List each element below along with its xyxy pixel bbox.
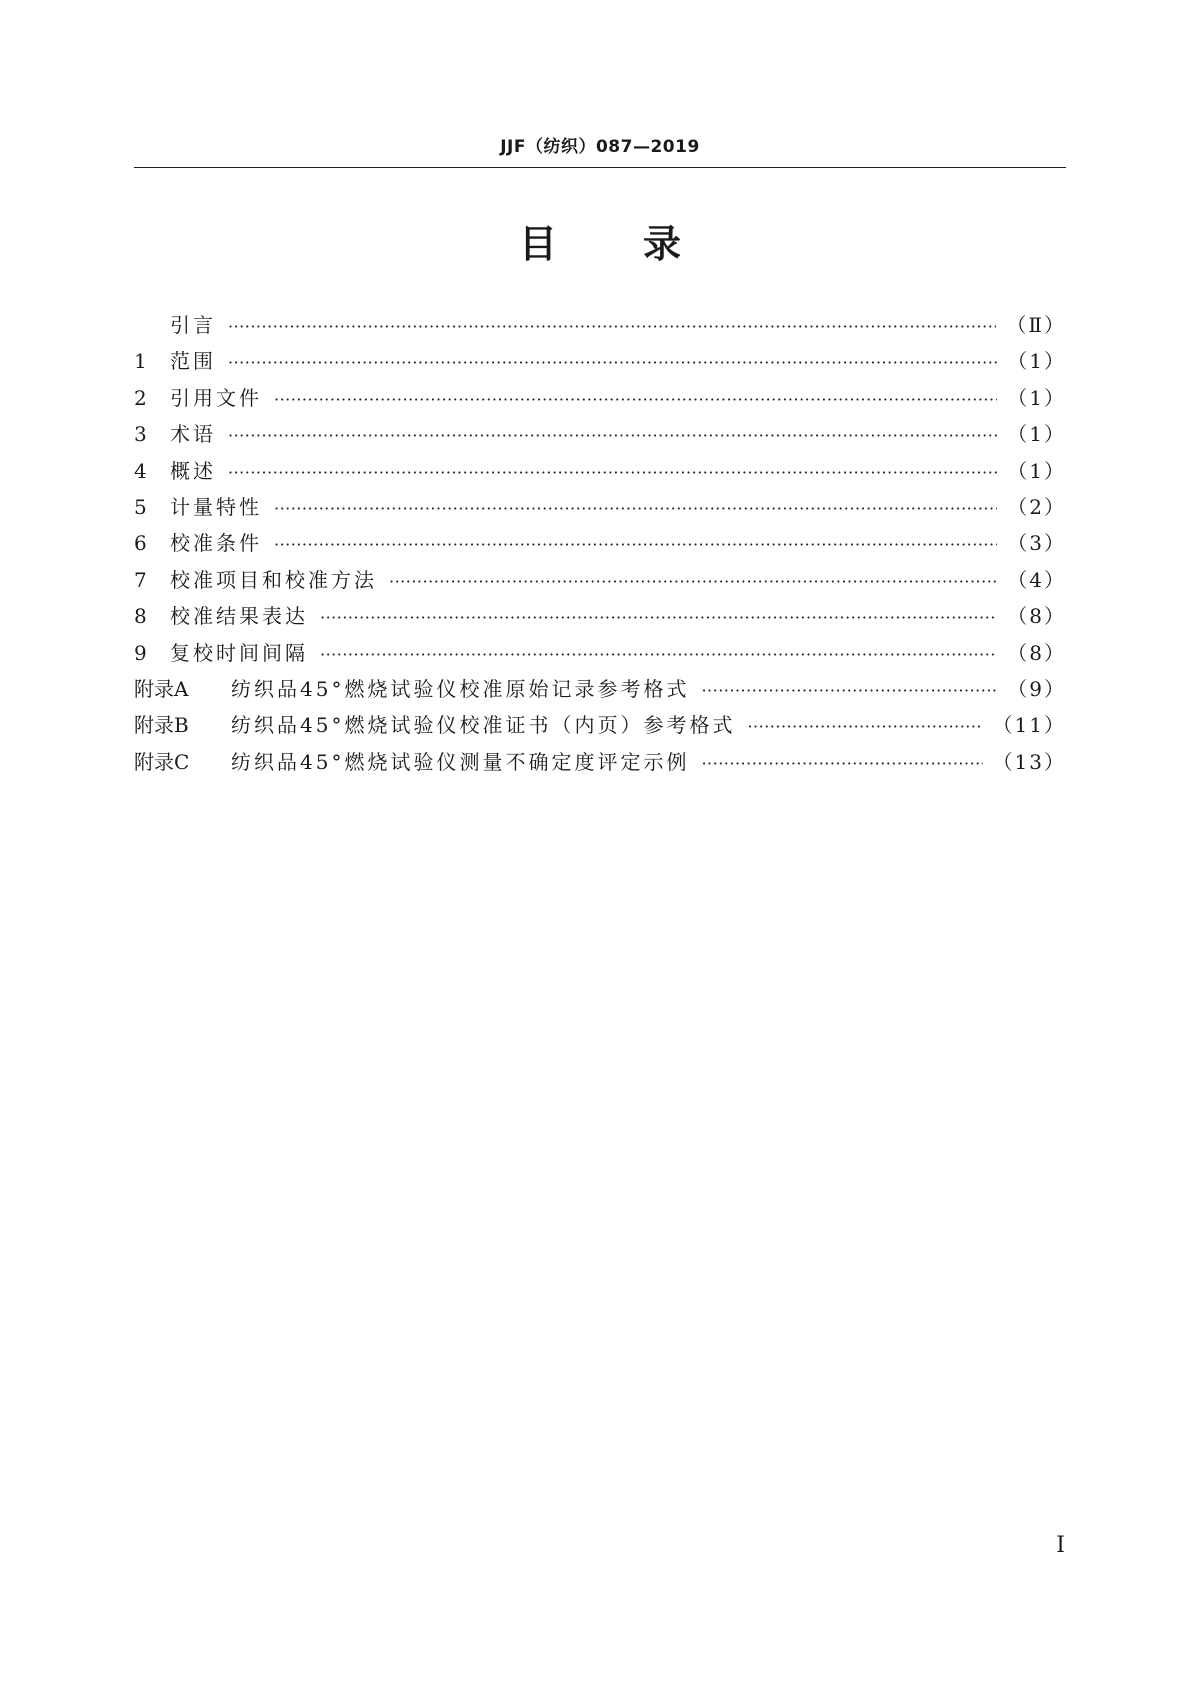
toc-entry-number: 1 — [134, 349, 147, 374]
toc-entry-label: 纺织品45°燃烧试验仪校准原始记录参考格式 — [231, 676, 690, 701]
dot-leader — [274, 491, 997, 527]
toc-entry-page: （9） — [1007, 676, 1066, 701]
toc-entry-page: （1） — [1007, 385, 1066, 410]
toc-entry-number: 6 — [134, 531, 147, 556]
toc-entry-label: 校准条件 — [170, 531, 262, 556]
toc-entry[interactable] — [134, 343, 1066, 379]
toc-entry-page: （Ⅱ） — [1006, 313, 1066, 337]
toc-entry-page: （1） — [1007, 458, 1066, 483]
dot-leader — [701, 673, 997, 709]
toc-entry-number: 附录C — [134, 749, 190, 774]
toc-entry[interactable] — [134, 380, 1066, 416]
dot-leader — [228, 309, 996, 345]
toc-entry-page: （2） — [1007, 494, 1066, 519]
toc-entry-label: 引用文件 — [170, 385, 262, 410]
table-of-contents — [134, 307, 1066, 780]
toc-entry-number: 2 — [134, 385, 147, 410]
dot-leader — [320, 600, 997, 636]
toc-entry-appendix[interactable] — [134, 707, 1066, 743]
dot-leader — [274, 382, 997, 418]
dot-leader — [389, 564, 997, 600]
toc-entry-label: 校准结果表达 — [170, 604, 308, 629]
toc-entry-number: 附录A — [134, 676, 189, 701]
toc-entry-label: 校准项目和校准方法 — [170, 567, 377, 592]
toc-entry[interactable] — [134, 416, 1066, 452]
toc-entry[interactable] — [134, 635, 1066, 671]
toc-entry-label: 纺织品45°燃烧试验仪校准证书（内页）参考格式 — [231, 713, 736, 738]
header-rule — [134, 167, 1066, 168]
toc-entry-label: 范围 — [170, 349, 216, 374]
toc-entry-label: 复校时间间隔 — [170, 640, 308, 665]
toc-entry-number: 8 — [134, 604, 147, 629]
toc-entry-appendix[interactable] — [134, 744, 1066, 780]
toc-entry-page: （3） — [1007, 531, 1066, 556]
toc-entry-page: （1） — [1007, 422, 1066, 447]
dot-leader — [274, 527, 997, 563]
toc-entry-page: （11） — [992, 713, 1066, 738]
toc-entry-number: 4 — [134, 458, 147, 483]
running-header: JJF（纺织）087—2019 — [500, 137, 700, 157]
toc-entry[interactable] — [134, 598, 1066, 634]
toc-entry-number: 9 — [134, 640, 147, 665]
dot-leader — [228, 455, 997, 491]
toc-entry-label: 概述 — [170, 458, 216, 483]
toc-entry[interactable] — [134, 307, 1066, 343]
toc-entry-page: （8） — [1007, 640, 1066, 665]
toc-entry-page: （13） — [992, 749, 1066, 774]
toc-entry-page: （8） — [1007, 604, 1066, 629]
dot-leader — [701, 746, 982, 782]
dot-leader — [320, 637, 997, 673]
toc-entry-page: （1） — [1007, 349, 1066, 374]
toc-entry-label: 术语 — [170, 422, 216, 447]
page-title: 目录 — [518, 222, 767, 266]
toc-entry-appendix[interactable] — [134, 671, 1066, 707]
toc-entry-number: 3 — [134, 422, 147, 447]
page-number: Ⅰ — [1056, 1533, 1065, 1558]
toc-entry-number: 5 — [134, 494, 147, 519]
dot-leader — [228, 418, 997, 454]
toc-entry-page: （4） — [1007, 567, 1066, 592]
toc-entry[interactable] — [134, 525, 1066, 561]
toc-entry[interactable] — [134, 562, 1066, 598]
dot-leader — [228, 345, 997, 381]
toc-entry-number: 7 — [134, 567, 147, 592]
dot-leader — [747, 709, 982, 745]
toc-entry-label: 计量特性 — [170, 494, 262, 519]
toc-entry-label: 引言 — [170, 313, 216, 337]
toc-entry-label: 纺织品45°燃烧试验仪测量不确定度评定示例 — [231, 749, 690, 774]
toc-entry-number: 附录B — [134, 713, 189, 738]
toc-entry[interactable] — [134, 489, 1066, 525]
toc-entry[interactable] — [134, 453, 1066, 489]
